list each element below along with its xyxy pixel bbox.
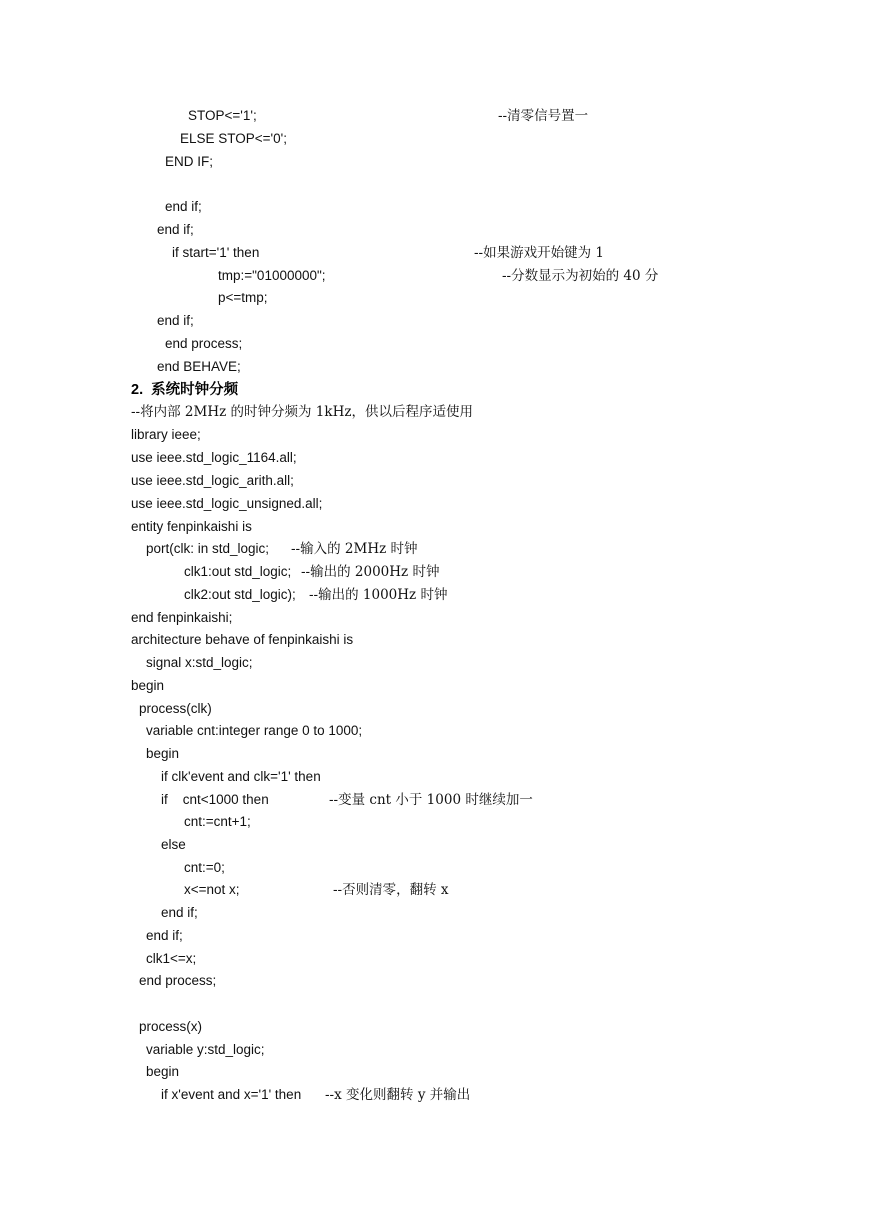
code-line: end process; (165, 336, 243, 351)
code-comment: --输出的 2000Hz 时钟 (301, 564, 440, 580)
code-line: end fenpinkaishi; (131, 610, 233, 625)
code-line: end process; (139, 973, 217, 988)
code-line: end if; (157, 313, 194, 328)
code-line: x<=not x; (184, 882, 240, 897)
code-comment: --将内部 2MHz 的时钟分频为 1kHz，供以后程序适使用 (131, 404, 473, 420)
code-line: if cnt<1000 then (161, 792, 269, 807)
code-line: if start='1' then (172, 245, 260, 260)
code-line: variable y:std_logic; (146, 1042, 265, 1057)
code-line: begin (146, 1064, 180, 1079)
code-line: begin (146, 746, 180, 761)
code-line: begin (131, 678, 165, 693)
code-line: process(x) (139, 1019, 203, 1034)
code-comment: --分数显示为初始的 40 分 (502, 268, 659, 284)
section-heading: 2. 系统时钟分频 (131, 382, 239, 398)
code-line: end if; (146, 928, 183, 943)
code-line: END IF; (165, 154, 214, 169)
code-comment: --x 变化则翻转 y 并输出 (325, 1087, 471, 1103)
code-line: p<=tmp; (218, 290, 268, 305)
code-line: if x'event and x='1' then (161, 1087, 302, 1102)
code-line: library ieee; (131, 427, 201, 442)
code-line: use ieee.std_logic_unsigned.all; (131, 496, 323, 511)
code-comment: --变量 cnt 小于 1000 时继续加一 (329, 792, 533, 808)
code-comment: --否则清零，翻转 x (333, 882, 449, 898)
code-line: end if; (165, 199, 202, 214)
code-line: use ieee.std_logic_1164.all; (131, 450, 297, 465)
code-comment: --输出的 1000Hz 时钟 (309, 587, 448, 603)
code-comment: --清零信号置一 (498, 108, 589, 124)
code-line: clk1<=x; (146, 951, 197, 966)
code-comment: --如果游戏开始键为 1 (474, 245, 605, 261)
code-line: ELSE STOP<='0'; (180, 131, 287, 146)
code-line: else (161, 837, 186, 852)
code-line: end if; (157, 222, 194, 237)
code-line: STOP<='1'; (188, 108, 257, 123)
code-line: use ieee.std_logic_arith.all; (131, 473, 294, 488)
code-line: tmp:="01000000"; (218, 268, 326, 283)
code-line: process(clk) (139, 701, 212, 716)
code-line: end BEHAVE; (157, 359, 241, 374)
code-line: cnt:=0; (184, 860, 225, 875)
code-line: end if; (161, 905, 198, 920)
code-line: variable cnt:integer range 0 to 1000; (146, 723, 363, 738)
code-line: clk2:out std_logic); (184, 587, 296, 602)
code-line: architecture behave of fenpinkaishi is (131, 632, 354, 647)
code-comment: --输入的 2MHz 时钟 (291, 541, 418, 557)
code-line: port(clk: in std_logic; (146, 541, 270, 556)
code-line: signal x:std_logic; (146, 655, 253, 670)
code-line: cnt:=cnt+1; (184, 814, 251, 829)
code-line: if clk'event and clk='1' then (161, 769, 321, 784)
code-line: clk1:out std_logic; (184, 564, 292, 579)
code-line: entity fenpinkaishi is (131, 519, 252, 534)
